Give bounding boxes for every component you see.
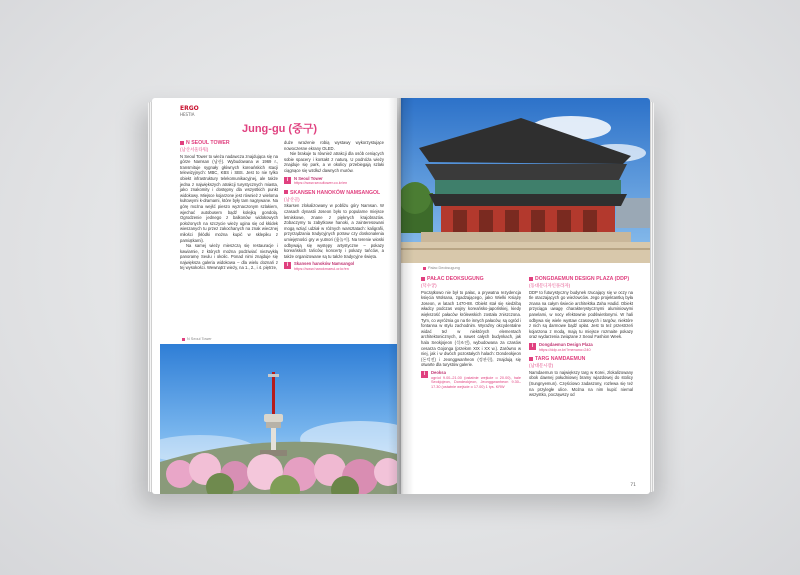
info-name: Deoksa bbox=[431, 369, 446, 375]
square-bullet-icon bbox=[284, 190, 288, 194]
photo-caption-tower: N Seoul Tower bbox=[182, 337, 212, 341]
section-body-tower-2: Na samej wieży mieszczą się restauracje i kawiarnie, z których można podziwiać niezwykłą panoramę Seulu i okolic. Ponad nimi znajduje się największa galeria widokowa – dla wielu doznań z tej wysokości. Wewnątrz wieży, na 1., 2., i 4. piętrze, bbox=[180, 243, 278, 271]
info-box-deoksugung bbox=[421, 371, 521, 389]
open-book bbox=[152, 98, 650, 494]
info-box-hanok bbox=[284, 262, 384, 271]
left-column-1 bbox=[180, 140, 278, 271]
info-name: Skansen hanoków Namsangol bbox=[294, 261, 355, 267]
section-body-tower: N Seoul Tower to wieża nadawcza znajdująca się na górze Namsan (남산). Wybudowana w 1969 r., transmituje sygnały głównych koreańskich stacji telewizyjnych: MBC, KBS i SBS. Jest to nie tylko obiekt infrastruktury telekomunikacyjnej, ale także jedna z największych atrakcji turystycznych miasta, jako znakomity i dostępny dla wszystkich punkt widokowy. Miejsce kojarzone jest również z wieloma kultowymi k-dramami, które były tam nagrywane. Na górę można wejść pieszo wyznaczonym szlakiem, wjechać autobusem bądź kolejką gondolą. Ogrodzenie jednego z balkonów widokowych położonych na szczycie wieży ugina się od kłódek wieszanych tu przez zakochanych na znak wiecznej miłości (kłódki można kupić w sklepiku z pamiątkami). bbox=[180, 153, 278, 243]
info-icon: i bbox=[421, 371, 428, 378]
square-bullet-icon bbox=[421, 277, 425, 281]
right-column-1 bbox=[421, 276, 521, 393]
logo-brand: ERGO bbox=[180, 105, 199, 112]
section-heading-n-seoul-tower: N SEOUL TOWER bbox=[180, 140, 278, 146]
info-box-tower bbox=[284, 177, 384, 186]
palace-illustration bbox=[401, 98, 650, 263]
info-icon: i bbox=[529, 343, 536, 350]
section-body-namdaemun: Namdaemun to największy targ w Korei, zlokalizowany obok dawnej południowej bramy wjazdowej do stolicy (Sungnyemun). Częściowo zadaszony, rozlewa się też na przyległe ulice. Można na nim kupić niemal wszystko, począwszy od bbox=[529, 369, 633, 398]
info-hours: ogród 9.00–21.00 (ostatnie wejście o 20.00), hale Seokjojeon, Dondeokjeon, Jeonggwanheon 9.30–17.30 (ostatnie wejście o 17.00) 1 tys. KRW bbox=[431, 375, 521, 389]
info-url[interactable]: https://ddp.or.kr/?menuno=240 bbox=[539, 347, 591, 352]
square-bullet-icon bbox=[182, 338, 185, 341]
publisher-logo bbox=[180, 106, 199, 118]
info-icon: i bbox=[284, 177, 291, 184]
tower-body-nature: Nie brakuje tu również atrakcji dla osób ceniących sobie spacery i kontakt z naturą. U podnóża wieży znajduje się park, a w okolicy przebiegają szlaki ciągnące się wzdłuż dawnych murów. bbox=[284, 151, 384, 173]
logo-sub: HESTIA bbox=[180, 112, 195, 117]
right-page bbox=[401, 98, 650, 494]
n-seoul-tower-photo bbox=[160, 344, 397, 494]
section-heading-hanok: SKANSEN HANOKÓW NAMSANGOL bbox=[284, 190, 384, 196]
info-name: Dongdaemun Design Plaza bbox=[539, 341, 593, 347]
section-heading-ddp: DONGDAEMUN DESIGN PLAZA (DDP) bbox=[529, 276, 633, 282]
section-korean-name: (남산골) bbox=[284, 196, 300, 202]
section-body-deoksugung: Początkowo nie był to pałac, a prywatna rezydencja księcia Wolsana, zgadzającego, jako Wielki Książę Joseon, w latach 1470-88. Obiekt stał się siedzibą władcy podczas wojny koreańsko-japońskiej, kiedy większość pałaców królewskich została zniszczona. Tym, co wyróżnia go na tle innych pałaców, są ogród i fontanna w stylu zachodnim. Wyraźny okcydentalne widać też w niektórych elementach architektonicznych, a nawet całych budynkach, jak hala Seokjojeon (석조전), wybudowana za czasów cesarza Gojonga (przełom XIX i XX w.). Zarówno w niej, jak i w dwóch pozostałych halach: Dondeokjeon (돈덕전) i Jeonggwanheon (정관헌), znajdują się otwarte dla turystów galerie. bbox=[421, 289, 521, 368]
deoksugung-palace-photo bbox=[401, 98, 650, 263]
section-korean-name: (남산서울타워) bbox=[180, 147, 209, 152]
section-heading-deoksugung: PAŁAC DEOKSUGUNG bbox=[421, 276, 521, 282]
page-number: 71 bbox=[630, 483, 636, 488]
info-url[interactable]: https://www.seoultower.co.kr/en bbox=[294, 181, 348, 186]
square-bullet-icon bbox=[529, 357, 533, 361]
square-bullet-icon bbox=[423, 267, 426, 270]
tower-illustration bbox=[160, 344, 397, 494]
right-column-2 bbox=[529, 276, 633, 398]
section-korean-name: (동대문디자인플라자) bbox=[529, 283, 571, 288]
info-icon: i bbox=[284, 262, 291, 269]
section-heading-namdaemun: TARG NAMDAEMUN bbox=[529, 356, 633, 362]
left-page bbox=[152, 98, 397, 494]
section-korean-name: (남대문시장) bbox=[529, 363, 554, 369]
section-body-ddp: DDP to futurystyczny budynek rzucający się w oczy na tle otaczających go wieżowców. Jego projektantką była znana na całym świecie architektka Zaha Hadid. Obiekt przyciąga uwagę charakterystycznymi aluminiowymi panelami, w nocy efektownie podświetlonymi. W hali odbywa się wiele wystaw czasowych i targów, niektóre z nich są darmowe bądź opłat. Jest to też przestrzeń kojarzona z modą, mają tu miejsce rozmaite pokazy oraz wydarzenia związane z Seoul Fashion Week. bbox=[529, 289, 633, 340]
square-bullet-icon bbox=[529, 277, 533, 281]
section-korean-name: (덕수궁) bbox=[421, 283, 437, 288]
photo-caption-palace: Pałac Deoksugung bbox=[423, 266, 460, 270]
info-name: N Seoul Tower bbox=[294, 175, 323, 181]
page-title: Jung-gu (중구) bbox=[242, 123, 318, 135]
tower-body-continued: duże wrażenie robią wystawy wykorzystujące nowoczesne ekrany OLED. bbox=[284, 140, 384, 151]
left-column-2 bbox=[284, 140, 384, 275]
section-body-hanok: Skarsen zlokalizowany w pobliżu góry Namsan. W czasach dynastii Joseon było to popularne miejsce letniskowe, znane z pięknych krajobrazów. Zobaczymy tu zabytkowe hanoki, a zainteresowani mogą wziąć udział w różnych warsztatach: kaligrafii, przyrządzania tradycyjnych potraw czy doskonalenia umiejętności gry w yutnori (윷놀이). Na terenie wioski odbywają się występy artystyczne – pokazy koreańskich tańców, koncerty i pokazy tańców, a także organizowane są tu także tradycyjne święta. bbox=[284, 203, 384, 259]
square-bullet-icon bbox=[180, 141, 184, 145]
info-box-ddp bbox=[529, 343, 633, 352]
info-url[interactable]: https://www.hanokmaeul.or.kr/en bbox=[294, 266, 349, 271]
